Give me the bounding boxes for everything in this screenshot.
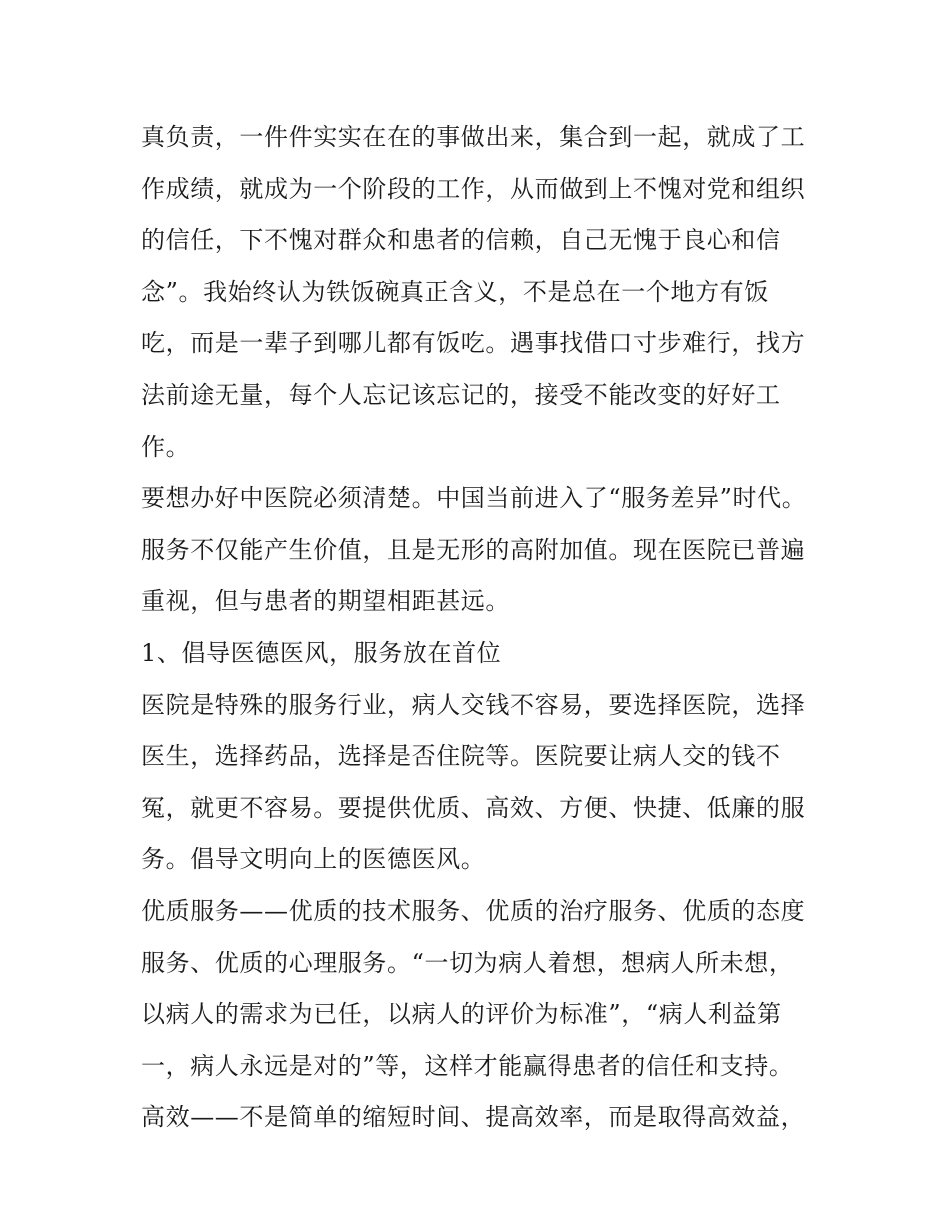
text-line: 以病人的需求为已任，以病人的评价为标准”，“病人利益第 (141, 1000, 782, 1029)
text-line: 服务、优质的心理服务。“一切为病人着想，想病人所未想， (141, 948, 794, 977)
text-line: 医生，选择药品，选择是否住院等。医院要让病人交的钱不 (141, 742, 781, 771)
text-line: 吃，而是一辈子到哪儿都有饭吃。遇事找借口寸步难行，找方 (141, 329, 806, 358)
text-line: 优质服务——优质的技术服务、优质的治疗服务、优质的态度 (141, 896, 806, 925)
text-line: 服务不仅能产生价值，且是无形的高附加值。现在医院已普遍 (141, 535, 806, 564)
text-line: 高效——不是简单的缩短时间、提高效率，而是取得高效益， (141, 1103, 806, 1132)
section-heading: 1、倡导医德医风，服务放在首位 (141, 638, 502, 667)
text-line: 作。 (141, 432, 191, 461)
text-line: 法前途无量，每个人忘记该忘记的，接受不能改变的好好工 (141, 380, 781, 409)
body-text (141, 112, 821, 1144)
text-line: 务。倡导文明向上的医德医风。 (141, 845, 486, 874)
text-line: 要想办好中医院必须清楚。中国当前进入了“服务差异”时代。 (141, 484, 807, 513)
text-line: 冤，就更不容易。要提供优质、高效、方便、快捷、低廉的服 (141, 793, 806, 822)
text-line: 重视，但与患者的期望相距甚远。 (141, 587, 510, 616)
text-line: 作成绩，就成为一个阶段的工作，从而做到上不愧对党和组织 (141, 174, 806, 203)
text-line: 一，病人永远是对的”等，这样才能赢得患者的信任和支持。 (141, 1051, 794, 1080)
text-line: 念”。我始终认为铁饭碗真正含义，不是总在一个地方有饭 (141, 277, 769, 306)
text-line: 医院是特殊的服务行业，病人交钱不容易，要选择医院，选择 (141, 690, 806, 719)
text-line: 的信任，下不愧对群众和患者的信赖，自己无愧于良心和信 (141, 226, 781, 255)
text-line: 真负责，一件件实实在在的事做出来，集合到一起，就成了工 (141, 123, 806, 151)
